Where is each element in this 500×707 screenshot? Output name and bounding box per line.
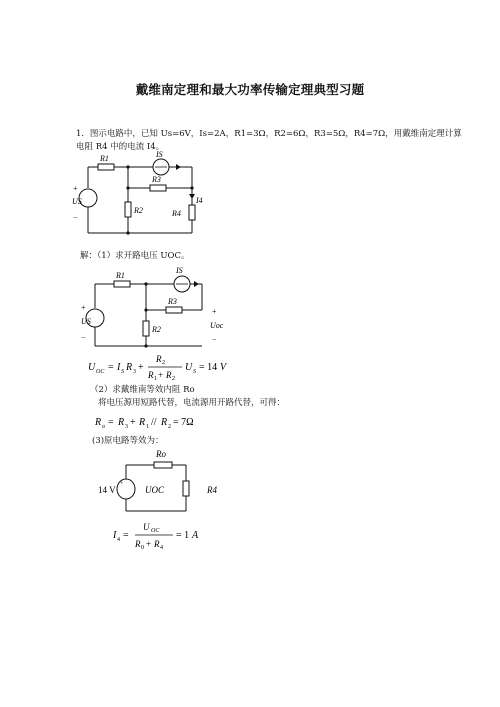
svg-text:+: + <box>146 539 152 549</box>
svg-text:U: U <box>88 362 96 373</box>
solution-step-1: 解：（1）求开路电压 UOC。 <box>80 251 190 261</box>
solution-step-2-desc: 将电压源用短路代替，电流源用开路代替，可得： <box>98 398 286 408</box>
label-r2: R2 <box>134 206 143 215</box>
open-circuit-diagram <box>80 262 240 352</box>
svg-text:2: 2 <box>172 376 175 382</box>
solution-step-2: （2）求戴维南等效内阻 Ro <box>90 385 195 395</box>
plus-sign: + <box>73 184 78 193</box>
plus-sign: + <box>81 303 86 312</box>
label-us: US <box>81 317 91 326</box>
svg-text:3: 3 <box>133 369 136 375</box>
svg-text:4: 4 <box>117 537 120 543</box>
svg-text:R: R <box>139 417 146 428</box>
svg-text:I: I <box>113 530 117 541</box>
label-r4: R4 <box>172 209 181 218</box>
svg-text:V: V <box>220 362 227 373</box>
equation-i4 <box>113 518 213 552</box>
resistor-ro <box>154 462 172 468</box>
resistor-r4 <box>183 481 189 496</box>
label-r1: R1 <box>116 271 125 280</box>
label-uoc: Uoc <box>210 321 224 330</box>
label-is: IS <box>156 150 163 159</box>
label-us: US <box>72 197 82 206</box>
svg-text:+: + <box>138 362 144 373</box>
svg-text:R: R <box>148 370 154 380</box>
svg-text:1: 1 <box>146 424 149 430</box>
plus-sign-uoc: + <box>212 307 217 316</box>
svg-text:0: 0 <box>141 545 144 551</box>
svg-text:2: 2 <box>168 424 171 430</box>
resistor-r1 <box>98 164 114 170</box>
svg-text:R: R <box>156 354 162 364</box>
resistor-r4 <box>189 205 195 220</box>
page-title: 戴维南定理和最大功率传输定理典型习题 <box>135 82 365 97</box>
svg-text:+: + <box>130 417 136 428</box>
label-r2: R2 <box>152 325 161 334</box>
original-circuit <box>68 150 218 240</box>
svg-text:4: 4 <box>160 545 163 551</box>
svg-text:R: R <box>118 417 125 428</box>
svg-text:o: o <box>102 424 105 430</box>
equation-ro <box>95 410 215 432</box>
thevenin-equivalent-circuit <box>94 447 244 515</box>
svg-text:A: A <box>192 530 199 541</box>
label-is: IS <box>176 266 183 275</box>
svg-text:3: 3 <box>125 424 128 430</box>
plus-sign: + <box>120 481 124 487</box>
svg-text:OC: OC <box>151 528 160 534</box>
svg-text:=: = <box>108 362 114 373</box>
svg-text:= 14: = 14 <box>199 362 218 373</box>
svg-text:S: S <box>193 369 196 375</box>
problem-line-2: 电阻 R4 中的电流 I4。 <box>76 142 165 152</box>
svg-text:R: R <box>95 417 102 428</box>
minus-sign-uoc: − <box>212 335 217 344</box>
svg-text:1: 1 <box>154 376 157 382</box>
svg-text:2: 2 <box>162 360 165 366</box>
svg-text:R: R <box>154 539 160 549</box>
label-i4: I4 <box>196 196 203 205</box>
svg-text:=: = <box>123 530 129 541</box>
label-uoc-source: UOC <box>145 485 165 495</box>
svg-text:S: S <box>121 369 124 375</box>
svg-text:OC: OC <box>96 369 105 375</box>
svg-text:U: U <box>185 362 193 373</box>
label-14v: 14 V <box>98 485 116 495</box>
label-r3: R3 <box>168 297 177 306</box>
svg-text:=: = <box>108 417 114 428</box>
equation-uoc <box>88 350 248 386</box>
svg-text:U: U <box>143 522 150 532</box>
minus-sign: − <box>73 213 78 222</box>
svg-text:= 1: = 1 <box>176 530 190 541</box>
svg-text:R: R <box>126 362 133 373</box>
label-r1: R1 <box>100 154 109 163</box>
svg-text://: // <box>151 417 157 428</box>
svg-text:R: R <box>161 417 168 428</box>
solution-step-3: (3)原电路等效为： <box>92 436 164 446</box>
resistor-r3 <box>150 185 166 191</box>
label-r4: R4 <box>207 485 217 495</box>
svg-text:R: R <box>166 370 172 380</box>
label-ro: Ro <box>156 449 166 459</box>
svg-text:R: R <box>135 539 141 549</box>
svg-text:+: + <box>158 370 164 380</box>
svg-text:I: I <box>117 362 121 373</box>
minus-sign: − <box>81 333 86 342</box>
problem-line-1: 1．图示电路中，已知 Us=6V，Is=2A，R1=3Ω，R2=6Ω，R3=5Ω，R4=7Ω，用戴维南定理计算 <box>76 129 462 139</box>
label-r3: R3 <box>152 175 161 184</box>
resistor-r2 <box>125 202 131 217</box>
svg-text:= 7Ω: = 7Ω <box>173 417 194 428</box>
